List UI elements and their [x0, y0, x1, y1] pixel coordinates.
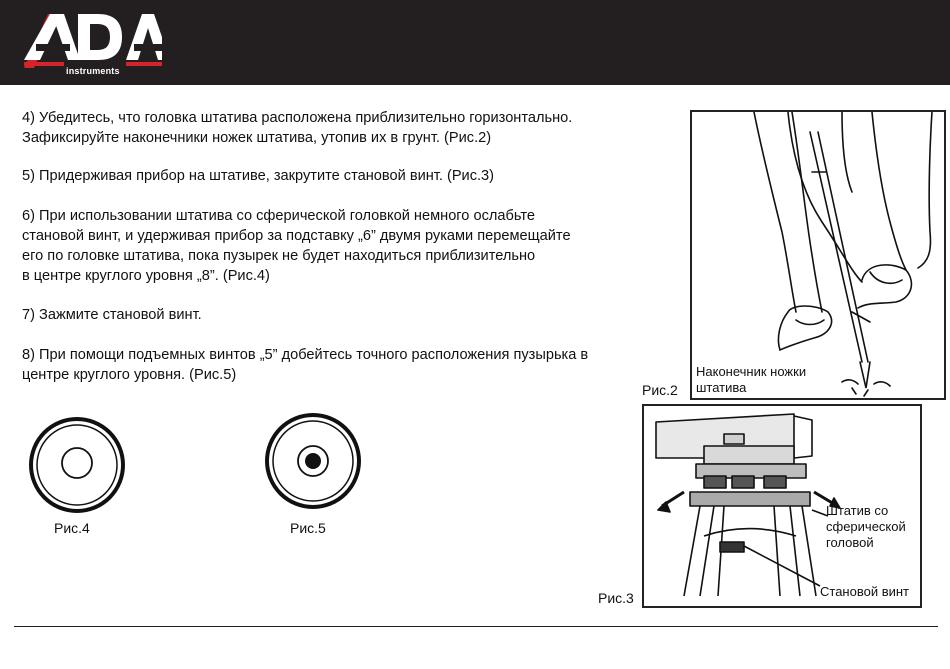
step-7-line-1: 7) Зажмите становой винт. [22, 307, 202, 323]
level-bubble-fig4 [28, 416, 126, 514]
fig2-frame [690, 110, 946, 400]
bottom-divider [14, 626, 938, 627]
step-4-line-2: Зафиксируйте наконечники ножек штатива, утопив их в грунт. (Рис.2) [22, 130, 492, 146]
level-bubble-fig5 [264, 412, 362, 510]
fig5-caption: Рис.5 [290, 520, 326, 536]
step-6 [22, 206, 571, 286]
step-7 [22, 305, 202, 325]
step-4 [22, 108, 572, 148]
step-8-line-2: центре круглого уровня. (Рис.5) [22, 367, 237, 383]
fig3-frame [642, 404, 922, 608]
fig3-tripod-label-line-1: Штатив со [826, 503, 889, 518]
fig2-label-line-1: Наконечник ножки [696, 364, 807, 379]
step-8 [22, 345, 588, 385]
fig3-caption: Рис.3 [598, 590, 634, 606]
step-8-line-1: 8) При помощи подъемных винтов „5” добейтесь точного расположения пузырька в [22, 347, 589, 363]
ada-logo [22, 10, 162, 72]
fig3-tripod-label-line-3: головой [826, 535, 874, 550]
fig2-caption: Рис.2 [642, 382, 678, 398]
step-4-line-1: 4) Убедитесь, что головка штатива расположена приблизительно горизонтально. [22, 110, 573, 126]
fig2-label [696, 364, 806, 396]
fig3-tripod-label-line-2: сферической [826, 519, 906, 534]
step-5-line-1: 5) Придерживая прибор на штативе, закрутите становой винт. (Рис.3) [22, 168, 495, 184]
step-5 [22, 166, 494, 186]
header-bar [0, 0, 950, 85]
step-6-line-1: 6) При использовании штатива со сферической головкой немного ослабьте [22, 208, 535, 224]
fig3-tripod-label [826, 503, 906, 551]
step-6-line-4: в центре круглого уровня „8”. (Рис.4) [22, 268, 270, 284]
step-6-line-3: его по головке штатива, пока пузырек не будет находиться приблизительно [22, 248, 536, 264]
tripod-leg-illustration [692, 112, 944, 398]
step-6-line-2: становой винт, и удерживая прибор за подставку „6” двумя руками перемещайте [22, 228, 571, 244]
fig4-caption: Рис.4 [54, 520, 90, 536]
fig2-label-line-2: штатива [696, 380, 747, 395]
fig3-screw-label: Становой винт [820, 584, 910, 599]
logo-subtitle: instruments [66, 66, 120, 76]
